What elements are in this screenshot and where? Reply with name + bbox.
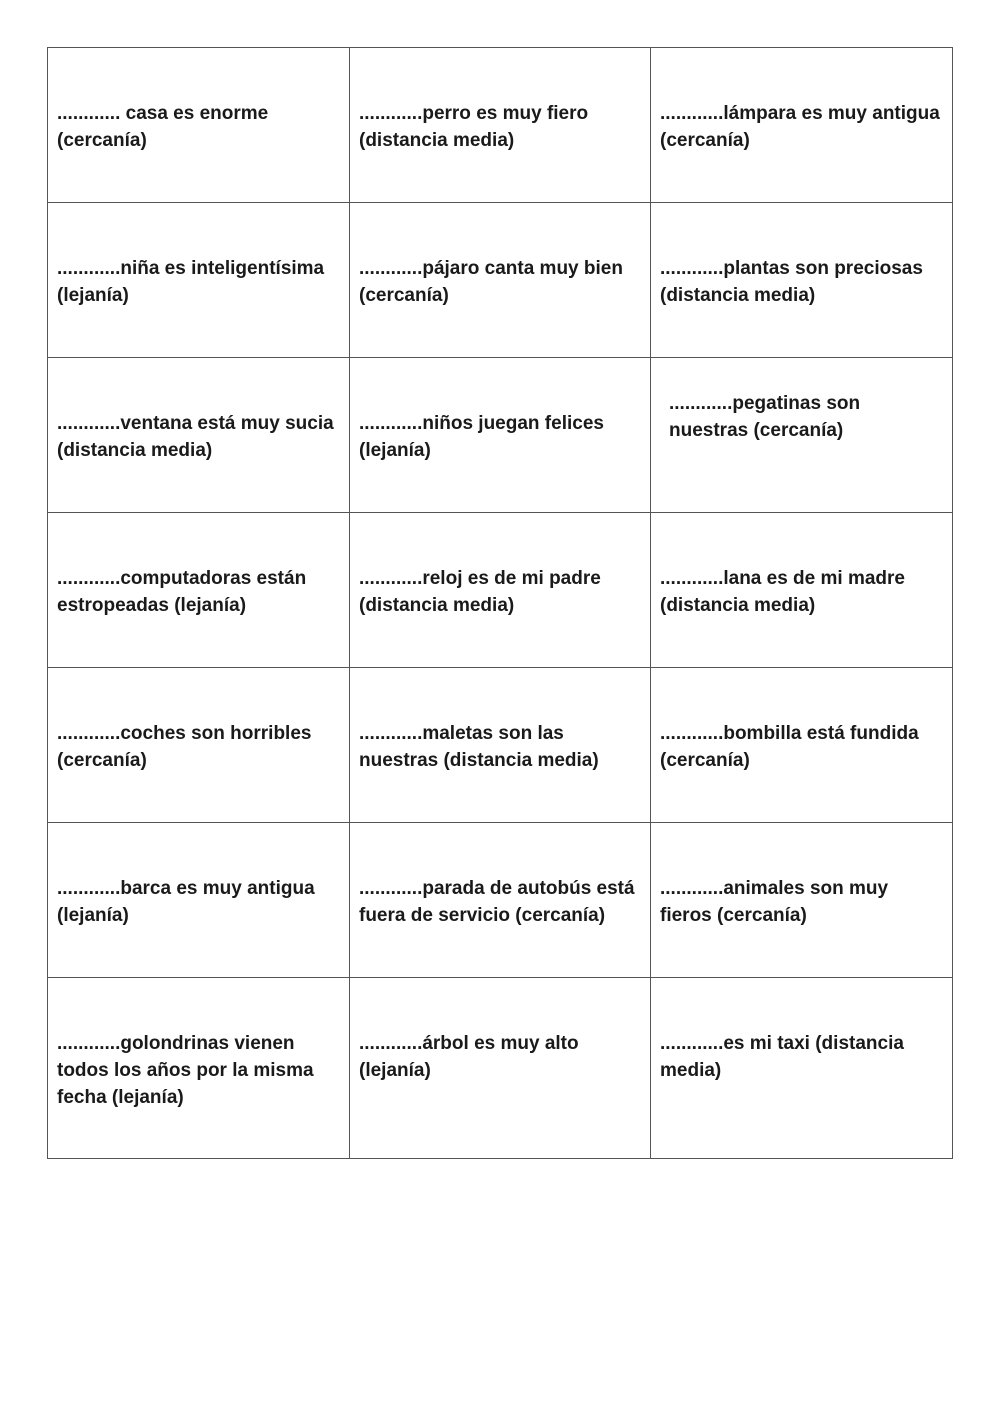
exercise-sentence: ............árbol es muy alto (lejanía) xyxy=(359,1033,579,1081)
exercise-card xyxy=(651,823,953,978)
exercise-sentence: ............niños juegan felices (lejanía) xyxy=(359,413,604,461)
exercise-card xyxy=(350,668,651,823)
exercise-card xyxy=(48,203,350,358)
exercise-sentence: ............golondrinas vienen todos los años por la misma fecha (lejanía) xyxy=(57,1033,314,1108)
exercise-sentence: ............pegatinas son nuestras (cercanía) xyxy=(669,393,861,441)
exercise-sentence: ............es mi taxi (distancia media) xyxy=(660,1033,904,1081)
exercise-card xyxy=(651,668,953,823)
table-row xyxy=(48,668,953,823)
exercise-card xyxy=(651,203,953,358)
exercise-sentence: ............barca es muy antigua (lejanía) xyxy=(57,878,315,926)
exercise-sentence: ............coches son horribles (cercanía) xyxy=(57,723,312,771)
exercise-card xyxy=(48,48,350,203)
exercise-card xyxy=(350,203,651,358)
exercise-card xyxy=(350,513,651,668)
exercise-sentence: ............animales son muy fieros (cercanía) xyxy=(660,878,889,926)
exercise-sentence: ............perro es muy fiero (distancia media) xyxy=(359,103,589,151)
exercise-sentence: ............lámpara es muy antigua (cercanía) xyxy=(660,103,940,151)
exercise-card xyxy=(350,358,651,513)
exercise-sentence: ............lana es de mi madre (distancia media) xyxy=(660,568,905,616)
exercise-card xyxy=(651,358,953,513)
exercise-sentence: ............ casa es enorme (cercanía) xyxy=(57,103,269,151)
exercise-card xyxy=(651,513,953,668)
exercise-sentence: ............bombilla está fundida (cercanía) xyxy=(660,723,919,771)
table-row xyxy=(48,48,953,203)
exercise-table xyxy=(47,47,953,1159)
exercise-sentence: ............computadoras están estropeadas (lejanía) xyxy=(57,568,307,616)
exercise-card xyxy=(651,978,953,1159)
table-row xyxy=(48,513,953,668)
exercise-sentence: ............niña es inteligentísima (lejanía) xyxy=(57,258,325,306)
exercise-sentence: ............ventana está muy sucia (distancia media) xyxy=(57,413,334,461)
exercise-card xyxy=(48,668,350,823)
table-row xyxy=(48,358,953,513)
exercise-card xyxy=(350,978,651,1159)
table-row xyxy=(48,823,953,978)
table-row xyxy=(48,203,953,358)
exercise-sentence: ............pájaro canta muy bien (cercanía) xyxy=(359,258,623,306)
exercise-sentence: ............plantas son preciosas (distancia media) xyxy=(660,258,923,306)
exercise-sentence: ............parada de autobús está fuera de servicio (cercanía) xyxy=(359,878,635,926)
exercise-sentence: ............reloj es de mi padre (distancia media) xyxy=(359,568,601,616)
exercise-card xyxy=(350,48,651,203)
table-row xyxy=(48,978,953,1159)
exercise-card xyxy=(48,358,350,513)
exercise-card xyxy=(651,48,953,203)
exercise-sentence: ............maletas son las nuestras (distancia media) xyxy=(359,723,599,771)
exercise-card xyxy=(48,978,350,1159)
exercise-card xyxy=(48,513,350,668)
exercise-card xyxy=(350,823,651,978)
exercise-card xyxy=(48,823,350,978)
